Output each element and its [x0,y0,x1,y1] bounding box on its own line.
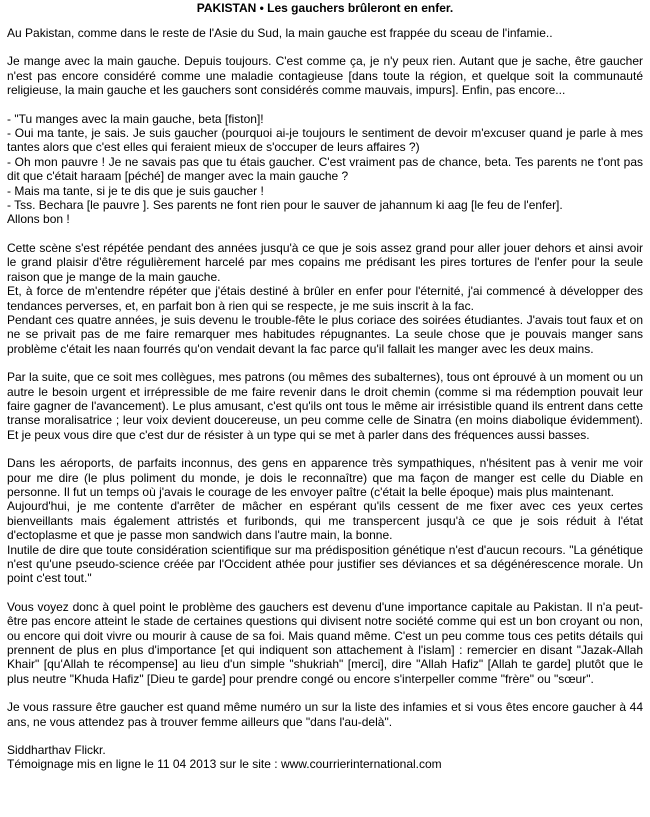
paragraph-gap [7,686,643,700]
article-paragraph: - "Tu manges avec la main gauche, beta [fiston]! - Oui ma tante, je sais. Je suis gaucher (pourquoi ai-je toujours le sentiment de devoir m'excuser quand je parle à mes tantes alors que c'est elles qui feraient mieux de s'occuper de leurs affaires ?) - Oh mon pauvre ! Je ne savais pas que tu étais gaucher. C'est vraiment pas de chance, beta. Tes parents ne t'ont pas dit que c'était haraam [péché] de manger avec la main gauche ? - Mais ma tante, si je te dis que je suis gaucher ! - Tss. Bechara [le pauvre ]. Ses parents ne font rien pour le sauver de jahannum ki aag [le feu de l'enfer]. Allons bon ! [7,111,643,227]
article-title: PAKISTAN • Les gauchers brûleront en enfer. [196,1,454,15]
article-paragraph: Je vous rassure être gaucher est quand même numéro un sur la liste des infamies et si vous êtes encore gaucher à 44 ans, ne vous attendez pas à trouver femme ailleurs que "dans l'au-delà". [7,700,643,729]
paragraph-gap [7,40,643,54]
article-paragraph: Au Pakistan, comme dans le reste de l'Asie du Sud, la main gauche est frappée du sceau de l'infamie.. [7,26,553,40]
article-paragraph: Dans les aéroports, de parfaits inconnus, des gens en apparence très sympathiques, n'hésitent pas à venir me voir pour me dire (le plus poliment du monde, je dois le reconnaître) que ma façon de manger est celle du Diable en personne. Il fut un temps où j'avais le courage de les envoyer paître (c'était la belle époque) mais plus maintenant. Aujourd'hui, je me contente d'arrêter de mâcher en espérant qu'ils cessent de me fixer avec ces yeux certes bienveillants mais également attristés et furibonds, qui me transpercent jusqu'à ce que je sois réduit à l'état d'ectoplasme et que je passe mon sandwich dans l'autre main, la bonne. Inutile de dire que toute considération scientifique sur ma prédisposition génétique n'est d'aucun recours. "La génétique n'est qu'une pseudo-science créée par l'Occident athée pour justifier ses déviances et sa dégénérescence morale. Un point c'est tout." [7,456,643,586]
article-paragraph: Cette scène s'est répétée pendant des années jusqu'à ce que je sois assez grand pour aller jouer dehors et ainsi avoir le grand plaisir d'être régulièrement harcelé par mes copains me prédisant les pires tortures de l'enfer pour la seule raison que je mange de la main gauche. Et, à force de m'entendre répéter que j'étais destiné à brûler en enfer pour l'éternité, j'ai commencé à développer des tendances perverses, et, en parfait bon à rien qui se respecte, je me suis inscrit à la fac. Pendant ces quatre années, je suis devenu le trouble-fête le plus coriace des soirées étudiantes. J'avais tout faux et on ne se privait pas de me faire remarquer mes habitudes répugnantes. La seule chose que je pouvais manger sans problème c'était les naan fourrés qu'on vendait devant la fac parce qu'il fallait les manger avec les deux mains. [7,240,643,356]
article-paragraph: Vous voyez donc à quel point le problème des gauchers est devenu d'une importance capitale au Pakistan. Il n'a peut-être pas encore atteint le stade de certaines questions qui divisent notre société comme qui est un bon croyant ou non, ou encore qui doit vivre ou mourir à cause de sa foi. Mais quand même. C'est un peu comme tous ces petits détails qui prennent de plus en plus d'importance [et qui indiquent son attachement à l'islam] : remercier en disant "Jazak-Allah Khair" [qu'Allah te récompense] au lieu d'un simple "shukriah" [merci], dire "Allah Hafiz" [Allah te garde] plutôt que le plus neutre "Khuda Hafiz" [Dieu te garde] pour prendre congé ou encore s'interpeller comme "frère" ou "sœur". [7,599,643,686]
article-source: Siddharthav Flickr. Témoignage mis en ligne le 11 04 2013 sur le site : www.courrierinternational.com [7,743,442,772]
paragraph-gap [7,227,643,241]
article-body [7,26,643,772]
paragraph-gap [7,98,643,112]
paragraph-gap [7,729,643,743]
paragraph-gap [7,586,643,600]
article-paragraph: Je mange avec la main gauche. Depuis toujours. C'est comme ça, je n'y peux rien. Autant que je sache, être gaucher n'est pas encore considéré comme une maladie contagieuse [dans toute la région, et quelque soit la communauté religieuse, la main gauche et les gauchers sont considérés comme mauvais, impurs]. Enfin, pas encore... [7,54,643,98]
paragraph-gap [7,442,643,456]
article-paragraph: Par la suite, que ce soit mes collègues, mes patrons (ou mêmes des subalternes), tous ont éprouvé à un moment ou un autre le besoin urgent et irrépressible de me faire revenir dans le droit chemin (comme si ma rédemption pouvait leur faire gagner de l'avancement). Le plus amusant, c'est qu'ils ont tous le même air irrésistible quand ils entrent dans cette transe moralisatrice ; leur voix devient doucereuse, un peu comme celle de Sinatra (en moins diabolique évidemment). Et je peux vous dire que c'est dur de résister à un type qui se met à parler dans des fréquences aussi basses. [7,370,643,442]
paragraph-gap [7,356,643,370]
